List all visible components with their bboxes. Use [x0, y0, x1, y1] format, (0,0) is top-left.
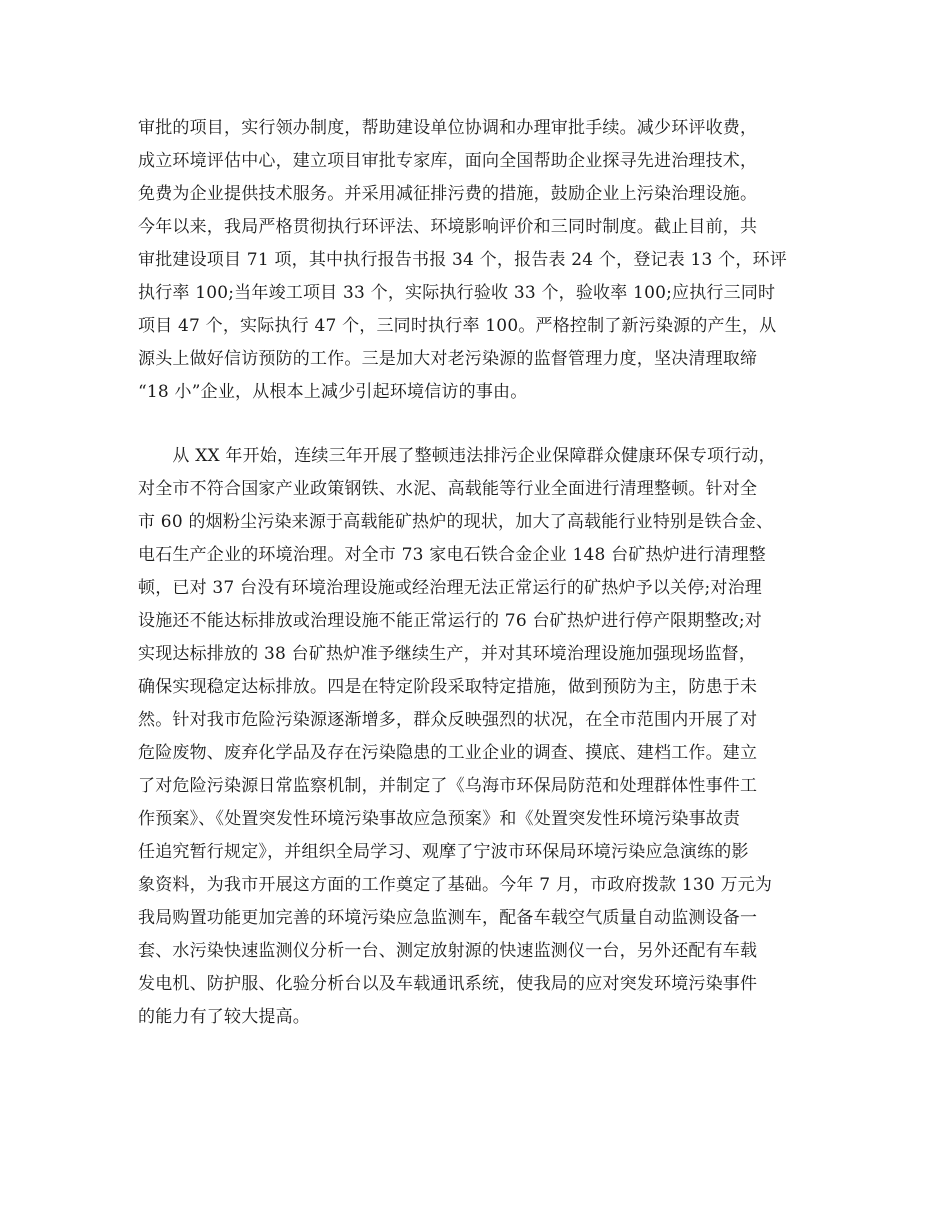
text-line: 象资料，为我市开展这方面的工作奠定了基础。今年 7 月，市政府拨款 130 万元为 — [138, 875, 773, 895]
text-line: 成立环境评估中心，建立项目审批专家库，面向全国帮助企业探寻先进治理技术， — [138, 151, 758, 171]
paragraph-2 — [138, 440, 828, 1034]
text-line: 任追究暂行规定》，并组织全局学习、观摩了宁波市环保局环境污染应急演练的影 — [138, 842, 749, 862]
text-line: 审批的项目，实行领办制度，帮助建设单位协调和办理审批手续。减少环评收费， — [138, 118, 758, 138]
text-line: 电石生产企业的环境治理。对全市 73 家电石铁合金企业 148 台矿热炉进行清理整 — [138, 545, 766, 565]
text-line: 设施还不能达标排放或治理设施不能正常运行的 76 台矿热炉进行停产限期整改;对 — [138, 611, 762, 631]
text-line: 发电机、防护服、化验分析台以及车载通讯系统，使我局的应对突发环境污染事件 — [138, 974, 758, 994]
text-line: 今年以来，我局严格贯彻执行环评法、环境影响评价和三同时制度。截止目前，共 — [138, 217, 758, 237]
text-line: “18 小”企业，从根本上减少引起环境信访的事由。 — [138, 382, 528, 402]
text-line: 我局购置功能更加完善的环境污染应急监测车，配备车载空气质量自动监测设备一 — [138, 908, 758, 928]
text-line: 的能力有了较大提高。 — [138, 1007, 310, 1027]
text-line: 顿，已对 37 台没有环境治理设施或经治理无法正常运行的矿热炉予以关停;对治理 — [138, 578, 762, 598]
text-line: 执行率 100;当年竣工项目 33 个，实际执行验收 33 个，验收率 100;应执行三同时 — [138, 283, 776, 303]
paragraph-1 — [138, 112, 828, 409]
text-line: 项目 47 个，实际执行 47 个，三同时执行率 100。严格控制了新污染源的产生，从 — [138, 316, 777, 336]
text-line: 实现达标排放的 38 台矿热炉准予继续生产，并对其环境治理设施加强现场监督， — [138, 644, 757, 664]
text-line: 然。针对我市危险污染源逐渐增多，群众反映强烈的状况，在全市范围内开展了对 — [138, 710, 758, 730]
text-line: 了对危险污染源日常监察机制，并制定了《乌海市环保局防范和处理群体性事件工 — [138, 776, 758, 796]
text-line: 从 XX 年开始，连续三年开展了整顿违法排污企业保障群众健康环保专项行动， — [138, 446, 776, 466]
text-line: 套、水污染快速监测仪分析一台、测定放射源的快速监测仪一台，另外还配有车载 — [138, 941, 758, 961]
text-line: 确保实现稳定达标排放。四是在特定阶段采取特定措施，做到预防为主，防患于未 — [138, 677, 758, 697]
text-line: 源头上做好信访预防的工作。三是加大对老污染源的监督管理力度，坚决清理取缔 — [138, 349, 758, 369]
text-line: 对全市不符合国家产业政策钢铁、水泥、高载能等行业全面进行清理整顿。针对全 — [138, 479, 758, 499]
text-line: 作预案》、《处置突发性环境污染事故应急预案》和《处置突发性环境污染事故责 — [138, 809, 741, 829]
text-line: 危险废物、废弃化学品及存在污染隐患的工业企业的调查、摸底、建档工作。建立 — [138, 743, 758, 763]
text-line: 市 60 的烟粉尘污染来源于高载能矿热炉的现状，加大了高载能行业特别是铁合金、 — [138, 512, 774, 532]
text-line: 审批建设项目 71 项，其中执行报告书报 34 个，报告表 24 个，登记表 13 个，环评 — [138, 250, 787, 270]
text-line: 免费为企业提供技术服务。并采用减征排污费的措施，鼓励企业上污染治理设施。 — [138, 184, 758, 204]
